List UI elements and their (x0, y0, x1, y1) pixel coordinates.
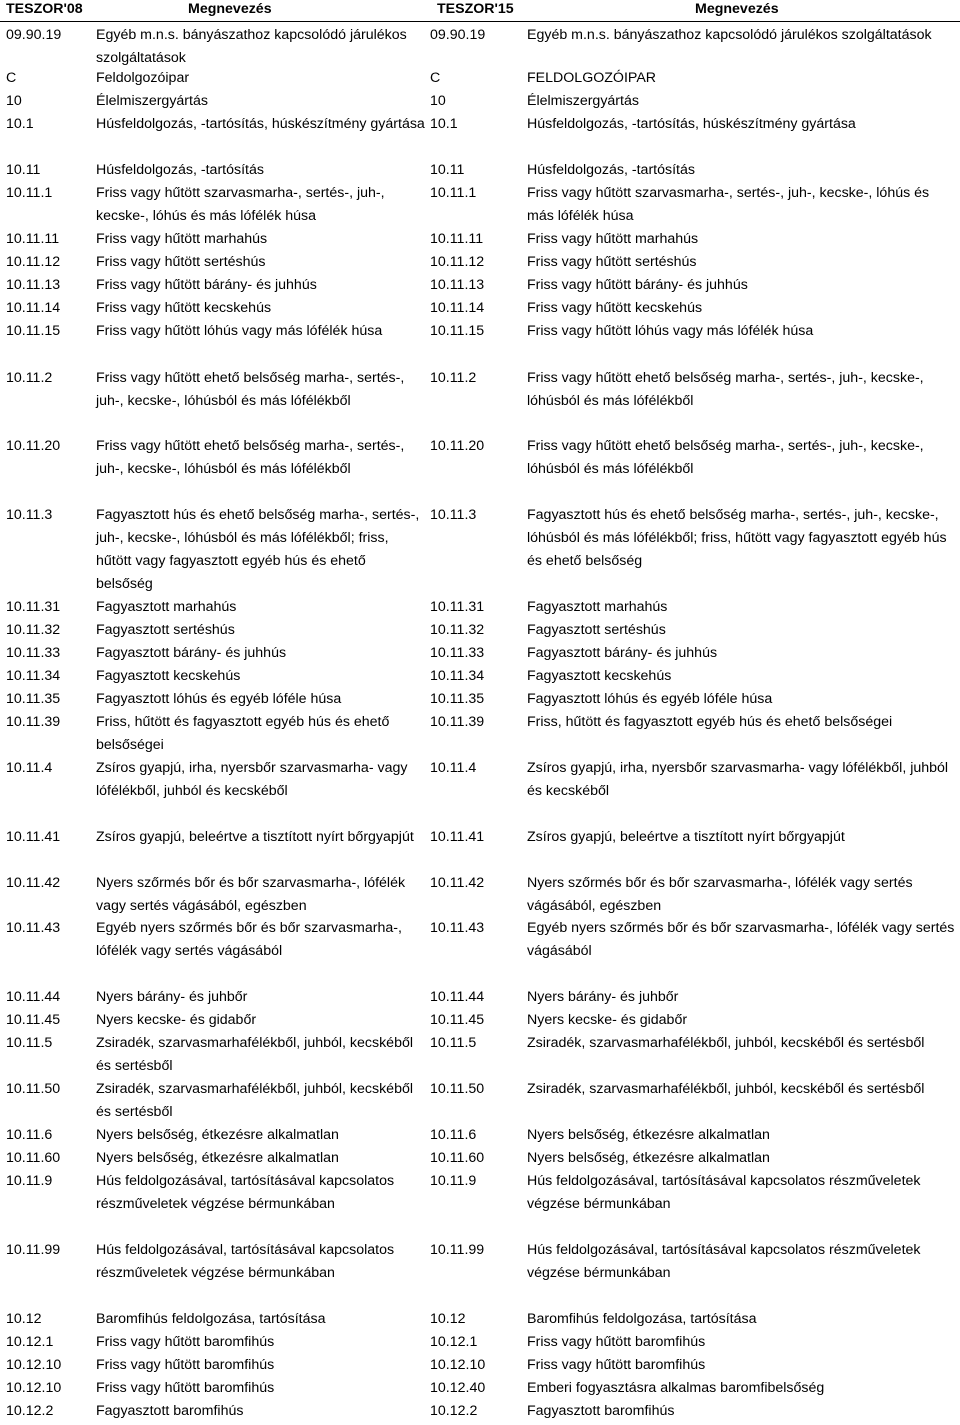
cell-code-15: 10.11.5 (430, 1035, 477, 1051)
cell-code-15: 10.11.9 (430, 1173, 477, 1189)
cell-name-15: Zsíros gyapjú, irha, nyersbőr szarvasmarha- vagy lófélékből, juhból és kecskéből (527, 760, 949, 799)
cell-name-15: Friss vagy hűtött baromfihús (527, 1357, 706, 1373)
cell-code-15: 10.11.6 (430, 1127, 477, 1143)
cell-name-15: Friss vagy hűtött ehető belsőség marha-, sertés-, juh-, kecske-, lóhúsból és más lófélékből (527, 438, 924, 477)
cell-code-08: 10.11.39 (6, 714, 61, 730)
cell-code-15: 10.11.4 (430, 760, 477, 776)
cell-code-08: 10.11.15 (6, 323, 61, 339)
cell-name-08: Fagyasztott lóhús és egyéb lóféle húsa (96, 691, 342, 707)
cell-name-15: Fagyasztott baromfihús (527, 1403, 675, 1419)
cell-name-15: Fagyasztott lóhús és egyéb lóféle húsa (527, 691, 773, 707)
cell-code-15: 10 (430, 93, 446, 109)
cell-code-15: 10.11.31 (430, 599, 485, 615)
cell-name-08: Friss vagy hűtött ehető belsőség marha-, sertés-, juh-, kecske-, lóhúsból és más lófélékből (96, 370, 405, 409)
cell-code-08: 10.11.45 (6, 1012, 61, 1028)
cell-code-15: 09.90.19 (430, 27, 486, 43)
cell-code-15: 10.11.3 (430, 507, 477, 523)
cell-code-08: C (6, 70, 17, 86)
cell-name-15: Emberi fogyasztásra alkalmas baromfibelsőség (527, 1380, 825, 1396)
cell-name-15: Zsiradék, szarvasmarhafélékből, juhból, kecskéből és sertésből (527, 1035, 925, 1051)
cell-code-08: 10.11.33 (6, 645, 61, 661)
cell-name-08: Húsfeldolgozás, -tartósítás (96, 162, 264, 178)
cell-name-15: Fagyasztott bárány- és juhhús (527, 645, 718, 661)
cell-code-15: 10.12 (430, 1311, 466, 1327)
cell-name-15: Friss vagy hűtött lóhús vagy más lófélék húsa (527, 323, 814, 339)
cell-code-08: 10.1 (6, 116, 34, 132)
cell-name-15: Élelmiszergyártás (527, 93, 639, 109)
cell-name-08: Friss vagy hűtött lóhús vagy más lófélék húsa (96, 323, 383, 339)
cell-name-15: Nyers belsőség, étkezésre alkalmatlan (527, 1150, 770, 1166)
cell-name-15: Húsfeldolgozás, -tartósítás (527, 162, 695, 178)
cell-name-08: Hús feldolgozásával, tartósításával kapcsolatos részműveletek végzése bérmunkában (96, 1173, 395, 1212)
cell-name-15: Nyers bárány- és juhbőr (527, 989, 679, 1005)
cell-code-08: 10.12 (6, 1311, 42, 1327)
cell-name-08: Friss vagy hűtött ehető belsőség marha-, sertés-, juh-, kecske-, lóhúsból és más lófélékből (96, 438, 405, 477)
cell-code-15: 10.11.12 (430, 254, 485, 270)
cell-name-15: Fagyasztott sertéshús (527, 622, 666, 638)
cell-name-08: Zsiradék, szarvasmarhafélékből, juhból, kecskéből és sertésből (96, 1081, 414, 1120)
cell-name-15: Nyers kecske- és gidabőr (527, 1012, 688, 1028)
cell-code-08: 10.11.60 (6, 1150, 61, 1166)
header-megnevezes-08: Megnevezés (188, 1, 272, 17)
cell-code-08: 10.11.12 (6, 254, 61, 270)
cell-name-08: Nyers szőrmés bőr és bőr szarvasmarha-, lófélék vagy sertés vágásából, egészben (96, 875, 406, 914)
cell-code-15: 10.11.2 (430, 370, 477, 386)
cell-name-08: Zsíros gyapjú, beleértve a tisztított nyírt bőrgyapjút (96, 829, 414, 845)
cell-name-15: Zsiradék, szarvasmarhafélékből, juhból, kecskéből és sertésből (527, 1081, 925, 1097)
cell-code-08: 10.11.5 (6, 1035, 53, 1051)
header-megnevezes-15: Megnevezés (695, 1, 779, 17)
cell-code-15: C (430, 70, 441, 86)
cell-name-08: Húsfeldolgozás, -tartósítás, húskészítmény gyártása (96, 116, 425, 132)
cell-code-08: 10.11.50 (6, 1081, 61, 1097)
cell-code-08: 10.11.1 (6, 185, 53, 201)
cell-name-08: Fagyasztott baromfihús (96, 1403, 244, 1419)
cell-name-15: Baromfihús feldolgozása, tartósítása (527, 1311, 757, 1327)
cell-code-08: 10.11.44 (6, 989, 61, 1005)
cell-name-08: Fagyasztott marhahús (96, 599, 237, 615)
cell-name-08: Egyéb m.n.s. bányászathoz kapcsolódó járulékos szolgáltatások (96, 27, 407, 66)
cell-name-08: Élelmiszergyártás (96, 93, 208, 109)
cell-code-15: 10.11.32 (430, 622, 485, 638)
cell-code-08: 10.12.10 (6, 1380, 62, 1396)
cell-code-08: 10.11.20 (6, 438, 61, 454)
cell-name-08: Nyers belsőség, étkezésre alkalmatlan (96, 1127, 339, 1143)
cell-name-08: Friss vagy hűtött baromfihús (96, 1334, 275, 1350)
cell-name-08: Fagyasztott hús és ehető belsőség marha-, sertés-, juh-, kecske-, lóhúsból és más lófélékből; friss, hűtött vagy fagyasztott egyéb hús és ehető belsőség (96, 507, 420, 592)
cell-name-08: Friss vagy hűtött szarvasmarha-, sertés-, juh-, kecske-, lóhús és más lófélék húsa (96, 185, 385, 224)
cell-code-08: 10.11.13 (6, 277, 61, 293)
cell-name-15: Fagyasztott kecskehús (527, 668, 672, 684)
cell-name-15: Nyers belsőség, étkezésre alkalmatlan (527, 1127, 770, 1143)
cell-code-15: 10.1 (430, 116, 458, 132)
cell-code-15: 10.11.60 (430, 1150, 485, 1166)
cell-name-08: Friss vagy hűtött sertéshús (96, 254, 266, 270)
cell-code-08: 10.12.1 (6, 1334, 54, 1350)
cell-code-15: 10.11.50 (430, 1081, 485, 1097)
cell-code-15: 10.11.43 (430, 920, 485, 936)
cell-code-08: 10.11.6 (6, 1127, 53, 1143)
cell-code-15: 10.11.33 (430, 645, 485, 661)
cell-code-08: 10.11.9 (6, 1173, 53, 1189)
cell-code-15: 10.11.39 (430, 714, 485, 730)
cell-name-08: Friss vagy hűtött bárány- és juhhús (96, 277, 317, 293)
cell-name-08: Nyers belsőség, étkezésre alkalmatlan (96, 1150, 339, 1166)
cell-code-08: 10.11.4 (6, 760, 53, 776)
cell-name-15: Friss vagy hűtött baromfihús (527, 1334, 706, 1350)
cell-name-08: Friss vagy hűtött kecskehús (96, 300, 272, 316)
cell-code-15: 10.11.45 (430, 1012, 485, 1028)
cell-code-15: 10.11 (430, 162, 465, 178)
cell-code-08: 10.11.14 (6, 300, 61, 316)
cell-name-08: Hús feldolgozásával, tartósításával kapcsolatos részműveletek végzése bérmunkában (96, 1242, 395, 1281)
cell-code-08: 10.11.42 (6, 875, 61, 891)
cell-name-08: Nyers kecske- és gidabőr (96, 1012, 257, 1028)
cell-code-15: 10.11.41 (430, 829, 485, 845)
cell-code-15: 10.11.42 (430, 875, 485, 891)
cell-name-08: Fagyasztott sertéshús (96, 622, 235, 638)
cell-code-15: 10.11.1 (430, 185, 477, 201)
cell-name-15: Hús feldolgozásával, tartósításával kapcsolatos részműveletek végzése bérmunkában (527, 1173, 921, 1212)
cell-code-08: 10.11.35 (6, 691, 61, 707)
cell-code-08: 10 (6, 93, 22, 109)
cell-code-15: 10.12.1 (430, 1334, 478, 1350)
cell-code-08: 10.11.3 (6, 507, 53, 523)
cell-code-08: 10.11.32 (6, 622, 61, 638)
table-header (0, 0, 960, 22)
cell-code-15: 10.11.99 (430, 1242, 485, 1258)
cell-code-15: 10.11.20 (430, 438, 485, 454)
cell-code-15: 10.11.35 (430, 691, 485, 707)
cell-code-08: 10.12.10 (6, 1357, 62, 1373)
cell-name-08: Friss, hűtött és fagyasztott egyéb hús és ehető belsőségei (96, 714, 390, 753)
cell-name-15: Egyéb m.n.s. bányászathoz kapcsolódó járulékos szolgáltatások (527, 27, 932, 43)
header-teszor15: TESZOR'15 (437, 1, 514, 17)
cell-name-15: Friss vagy hűtött szarvasmarha-, sertés-, juh-, kecske-, lóhús és más lófélék húsa (527, 185, 930, 224)
cell-name-08: Nyers bárány- és juhbőr (96, 989, 248, 1005)
cell-name-15: Friss vagy hűtött marhahús (527, 231, 699, 247)
cell-name-08: Egyéb nyers szőrmés bőr és bőr szarvasmarha-, lófélék vagy sertés vágásából (96, 920, 402, 959)
cell-name-15: Egyéb nyers szőrmés bőr és bőr szarvasmarha-, lófélék vagy sertés vágásából (527, 920, 955, 959)
cell-code-15: 10.12.10 (430, 1357, 486, 1373)
header-teszor08: TESZOR'08 (6, 1, 83, 17)
cell-code-15: 10.12.40 (430, 1380, 486, 1396)
cell-code-15: 10.12.2 (430, 1403, 478, 1419)
cell-name-08: Fagyasztott bárány- és juhhús (96, 645, 287, 661)
cell-name-15: Zsíros gyapjú, beleértve a tisztított nyírt bőrgyapjút (527, 829, 845, 845)
cell-code-08: 10.11.31 (6, 599, 61, 615)
cell-name-15: Nyers szőrmés bőr és bőr szarvasmarha-, lófélék vagy sertés vágásából, egészben (527, 875, 913, 914)
cell-name-15: Friss vagy hűtött ehető belsőség marha-, sertés-, juh-, kecske-, lóhúsból és más lófélékből (527, 370, 924, 409)
cell-code-08: 10.11.11 (6, 231, 60, 247)
cell-code-15: 10.11.11 (430, 231, 484, 247)
cell-code-08: 10.11.99 (6, 1242, 61, 1258)
cell-code-15: 10.11.34 (430, 668, 485, 684)
cell-name-15: Friss vagy hűtött sertéshús (527, 254, 697, 270)
cell-name-15: Fagyasztott marhahús (527, 599, 668, 615)
cell-code-15: 10.11.15 (430, 323, 485, 339)
cell-code-08: 10.11 (6, 162, 41, 178)
cell-name-15: Fagyasztott hús és ehető belsőség marha-, sertés-, juh-, kecske-, lóhúsból és más lófélékből; friss, hűtött vagy fagyasztott egyéb hús és ehető belsőség (527, 507, 947, 569)
cell-name-08: Friss vagy hűtött marhahús (96, 231, 268, 247)
cell-name-15: Friss, hűtött és fagyasztott egyéb hús és ehető belsőségei (527, 714, 893, 730)
cell-name-08: Baromfihús feldolgozása, tartósítása (96, 1311, 326, 1327)
cell-name-08: Friss vagy hűtött baromfihús (96, 1357, 275, 1373)
cell-name-08: Friss vagy hűtött baromfihús (96, 1380, 275, 1396)
cell-code-15: 10.11.14 (430, 300, 485, 316)
cell-name-08: Fagyasztott kecskehús (96, 668, 241, 684)
cell-name-15: FELDOLGOZÓIPAR (527, 70, 657, 86)
cell-name-08: Zsíros gyapjú, irha, nyersbőr szarvasmarha- vagy lófélékből, juhból és kecskéből (96, 760, 408, 799)
cell-code-08: 09.90.19 (6, 27, 62, 43)
cell-code-08: 10.11.43 (6, 920, 61, 936)
cell-name-08: Feldolgozóipar (96, 70, 190, 86)
cell-code-15: 10.11.13 (430, 277, 485, 293)
cell-code-08: 10.11.41 (6, 829, 61, 845)
cell-name-15: Húsfeldolgozás, -tartósítás, húskészítmény gyártása (527, 116, 856, 132)
cell-code-08: 10.11.34 (6, 668, 61, 684)
cell-name-08: Zsiradék, szarvasmarhafélékből, juhból, kecskéből és sertésből (96, 1035, 414, 1074)
cell-code-08: 10.11.2 (6, 370, 53, 386)
cell-name-15: Friss vagy hűtött kecskehús (527, 300, 703, 316)
cell-name-15: Friss vagy hűtött bárány- és juhhús (527, 277, 748, 293)
cell-code-15: 10.11.44 (430, 989, 485, 1005)
cell-code-08: 10.12.2 (6, 1403, 54, 1419)
cell-name-15: Hús feldolgozásával, tartósításával kapcsolatos részműveletek végzése bérmunkában (527, 1242, 921, 1281)
